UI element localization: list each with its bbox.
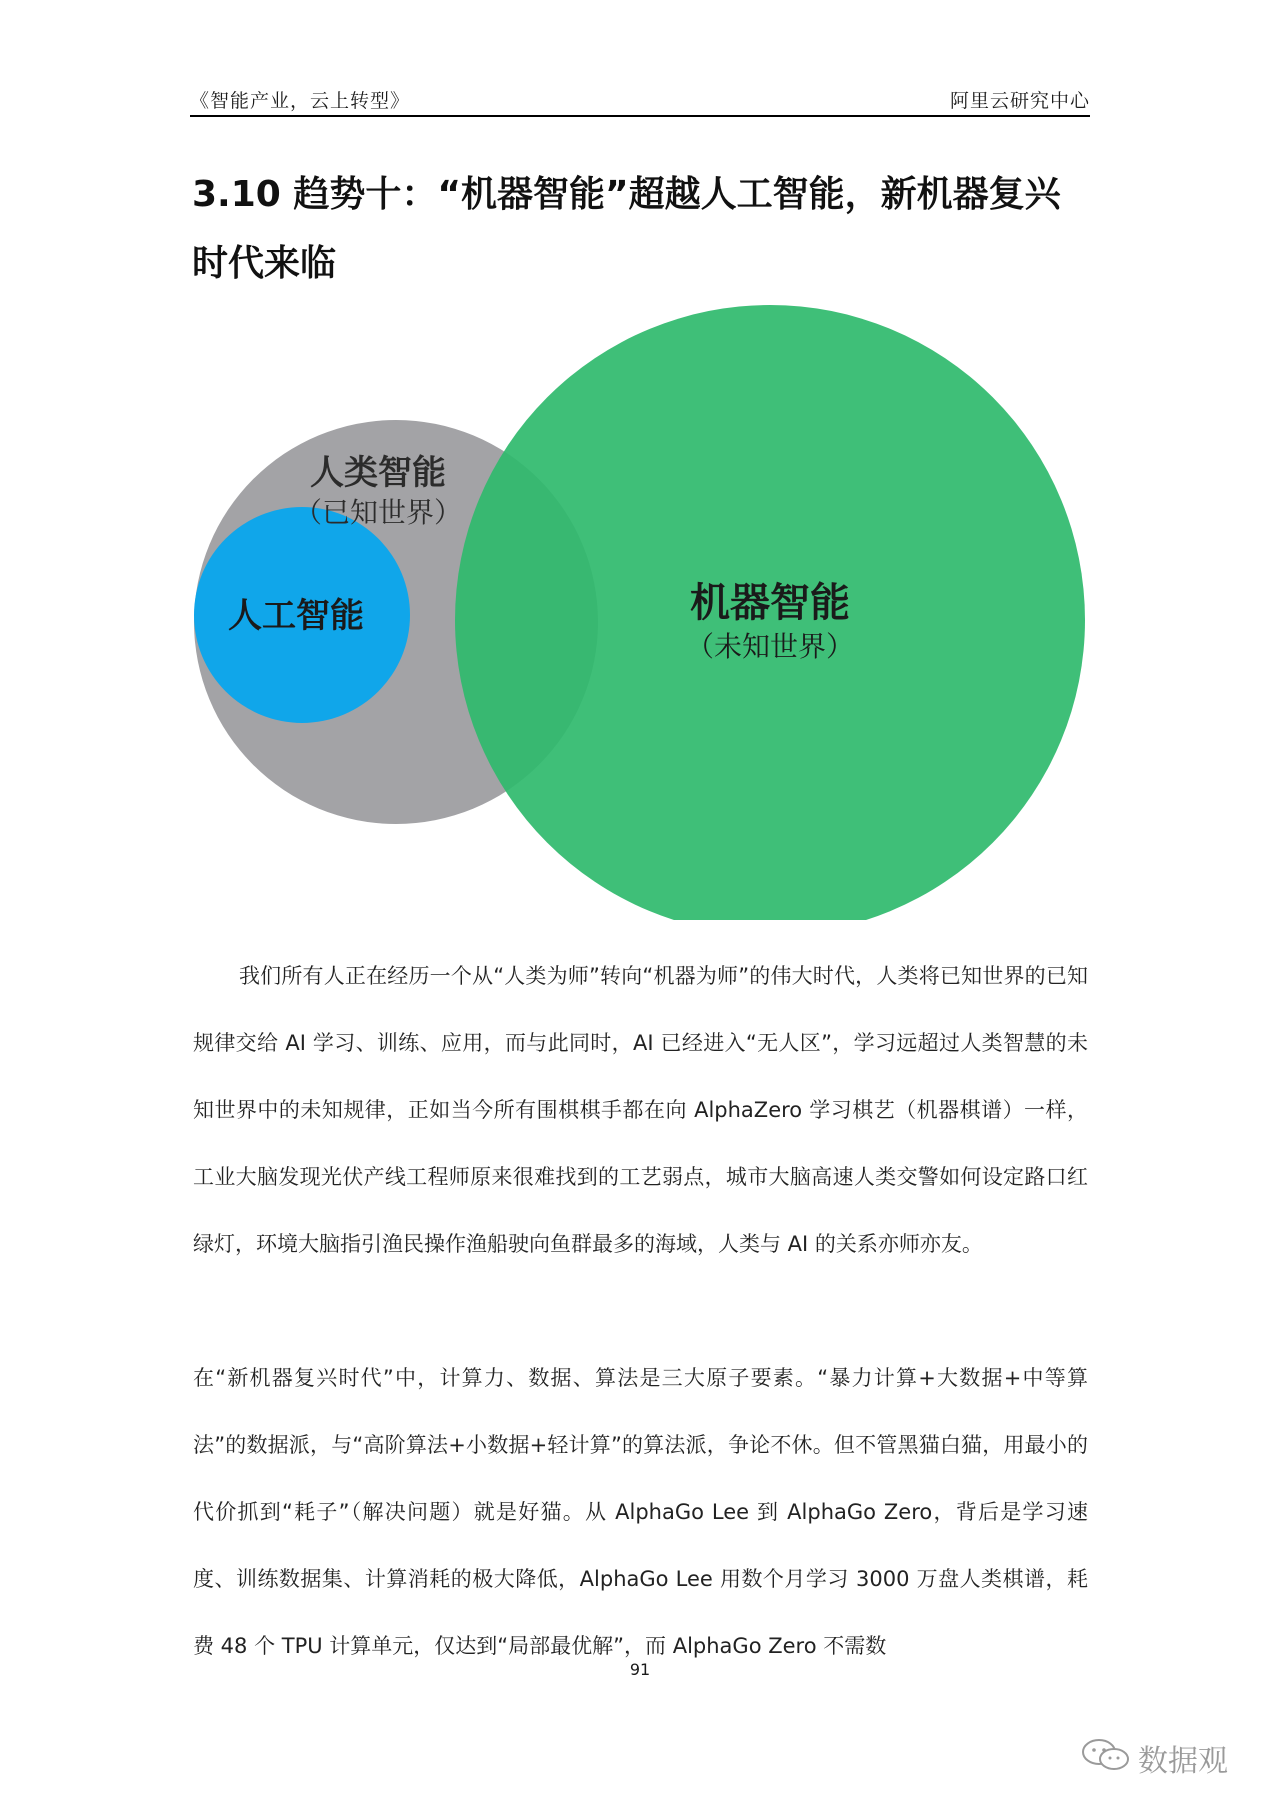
body-paragraph-1: 我们所有人正在经历一个从“人类为师”转向“机器为师”的伟大时代，人类将已知世界的已知规律交给 AI 学习、训练、应用，而与此同时，AI 已经进入“无人区”，学习远超过人类智慧的未知世界中的未知规律，正如当今所有围棋棋手都在向 AlphaZero 学习棋艺（机器棋谱）一样，工业大脑发现光伏产线工程师原来很难找到的工艺弱点，城市大脑高速人类交警如何设定路口红绿灯，环境大脑指引渔民操作渔船驶向鱼群最多的海域，人类与 AI 的关系亦师亦友。	[193, 964, 1088, 1256]
machine-intelligence-label: 机器智能	[690, 580, 850, 626]
machine-intelligence-sublabel: （未知世界）	[685, 630, 855, 663]
header-rule	[190, 115, 1090, 117]
venn-diagram	[0, 300, 1280, 920]
header-book-title: 《智能产业，云上转型》	[190, 90, 411, 112]
human-intelligence-sublabel: （已知世界）	[293, 496, 463, 529]
header-publisher: 阿里云研究中心	[949, 90, 1090, 112]
wechat-icon	[1080, 1738, 1132, 1772]
page-header	[190, 86, 1090, 114]
watermark-text: 数据观	[1138, 1744, 1228, 1779]
section-title: 3.10 趋势十：“机器智能”超越人工智能，新机器复兴时代来临	[192, 174, 1061, 284]
body-paragraph-2: 在“新机器复兴时代”中，计算力、数据、算法是三大原子要素。“暴力计算+大数据+中等算法”的数据派，与“高阶算法+小数据+轻计算”的算法派，争论不休。但不管黑猫白猫，用最小的代价抓到“耗子”（解决问题）就是好猫。从 AlphaGo Lee 到 AlphaGo Zero，背后是学习速度、训练数据集、计算消耗的极大降低，AlphaGo Lee 用数个月学习 3000 万盘人类棋谱，耗费 48 个 TPU 计算单元，仅达到“局部最优解”，而 AlphaGo Zero 不需数	[193, 1366, 1088, 1658]
artificial-intelligence-label: 人工智能	[228, 596, 364, 636]
human-intelligence-label: 人类智能	[310, 453, 446, 493]
page-number: 91	[629, 1660, 651, 1679]
